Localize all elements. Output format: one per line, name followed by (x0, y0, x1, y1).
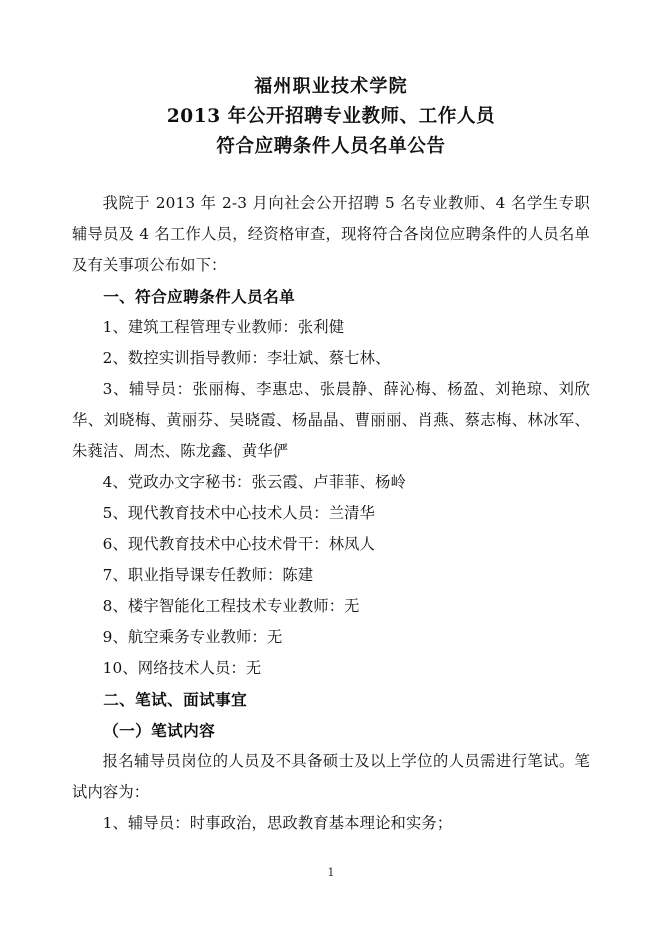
section-two-subsection-one-paragraph: 报名辅导员岗位的人员及不具备硕士及以上学位的人员需进行笔试。笔试内容为： (72, 752, 590, 801)
section-two-subsection-one-heading: （一）笔试内容 (103, 721, 216, 740)
section-two-heading: 二、笔试、面试事宜 (103, 690, 248, 709)
section-one-item-5: 5、现代教育技术中心技术人员：兰清华 (102, 504, 376, 522)
section-one-item-7: 7、职业指导课专任教师：陈建 (102, 566, 314, 584)
section-one-item-1: 1、建筑工程管理专业教师：张利健 (102, 318, 345, 336)
section-one-item-2: 2、数控实训指导教师：李壮斌、蔡七林、 (102, 349, 391, 367)
section-one-heading: 一、符合应聘条件人员名单 (103, 287, 296, 306)
section-one-item-6: 6、现代教育技术中心技术骨干：林凤人 (102, 535, 376, 553)
section-one-item-3: 3、辅导员：张丽梅、李惠忠、张晨静、薛沁梅、杨盈、刘艳琼、刘欣华、刘晓梅、黄丽芬、吴晓霞、杨晶晶、曹丽丽、肖燕、蔡志梅、林冰军、朱蕤洁、周杰、陈龙鑫、黄华俨 (72, 380, 590, 460)
title-line-2: 2013 年公开招聘专业教师、工作人员 (166, 106, 496, 127)
page-number: 1 (327, 866, 335, 879)
intro-paragraph: 我院于 2013 年 2-3 月向社会公开招聘 5 名专业教师、4 名学生专职辅导员及 4 名工作人员，经资格审查，现将符合各岗位应聘条件的人员名单及有关事项公布如下： (72, 194, 590, 274)
section-two-subsection-one-item-1: 1、辅导员：时事政治，思政教育基本理论和实务； (102, 814, 453, 832)
title-line-3: 符合应聘条件人员名单公告 (216, 136, 446, 157)
section-one-item-9: 9、航空乘务专业教师：无 (102, 628, 283, 646)
title-line-1: 福州职业技术学院 (254, 76, 408, 97)
section-one-item-8: 8、楼宇智能化工程技术专业教师：无 (102, 597, 360, 615)
section-one-item-4: 4、党政办文字秘书：张云霞、卢菲菲、杨岭 (102, 473, 406, 491)
document-body (72, 0, 590, 839)
section-one-item-10: 10、网络技术人员：无 (102, 659, 262, 677)
document-title-block (72, 0, 590, 162)
